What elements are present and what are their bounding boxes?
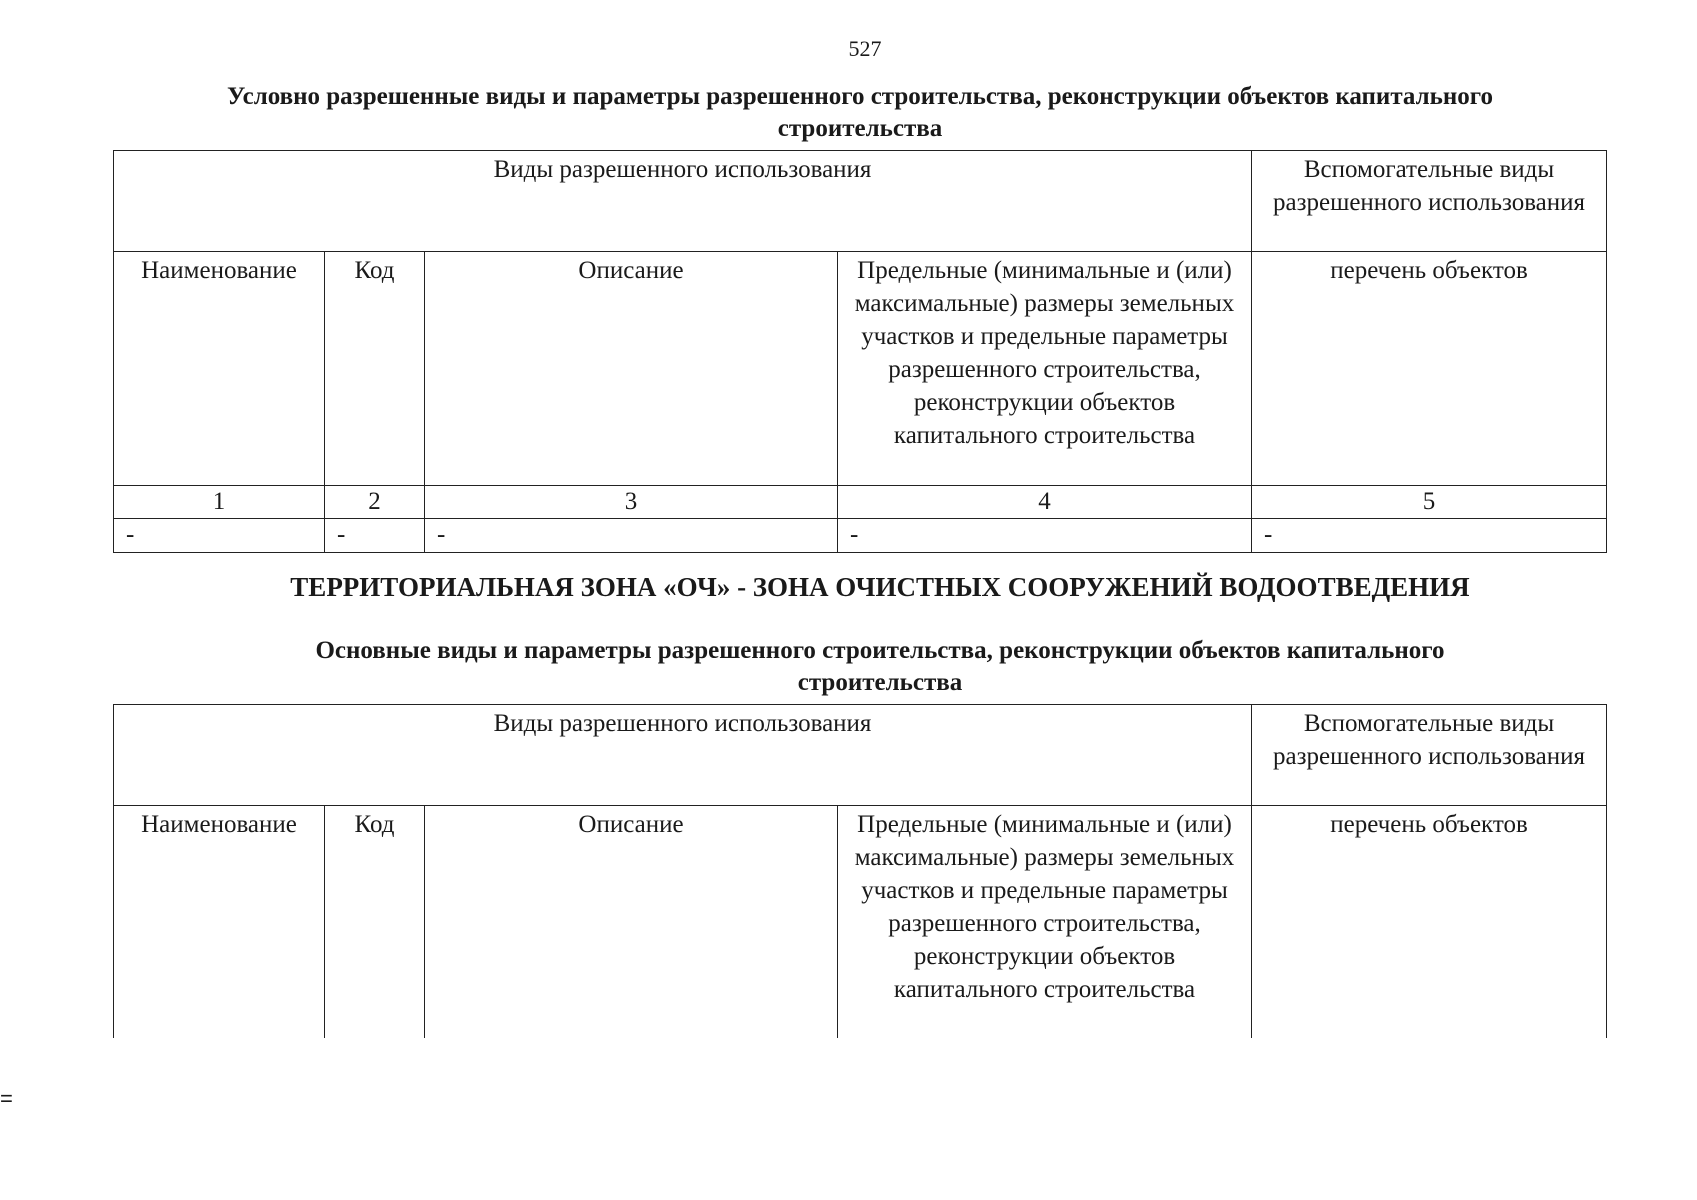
row-cell: - <box>838 519 1252 553</box>
section1-heading <box>110 81 1610 145</box>
col-desc-header: Описание <box>425 806 838 1038</box>
col-number: 1 <box>114 486 325 519</box>
column-numbers-row <box>114 486 1607 519</box>
row-cell: - <box>114 519 325 553</box>
table-header-row <box>114 151 1607 252</box>
conditional-uses-table <box>113 150 1607 553</box>
column-header-row <box>114 252 1607 486</box>
col-name-header: Наименование <box>114 806 325 1038</box>
row-cell: - <box>1252 519 1607 553</box>
section2-heading-line2: строительства <box>797 669 963 696</box>
col-code-header: Код <box>325 252 425 486</box>
row-cell: - <box>325 519 425 553</box>
row-cell: - <box>425 519 838 553</box>
group-header-cell: Виды разрешенного использования <box>114 151 1252 252</box>
table-header-row <box>114 705 1607 806</box>
col-objects-header: перечень объектов <box>1252 806 1607 1038</box>
col-number: 3 <box>425 486 838 519</box>
col-number: 4 <box>838 486 1252 519</box>
aux-header-cell: Вспомогательные виды разрешенного использования <box>1252 151 1607 252</box>
col-code-header: Код <box>325 806 425 1038</box>
margin-mark: = <box>0 1086 13 1111</box>
section2-heading <box>190 635 1570 699</box>
section1-heading-line2: строительства <box>777 115 943 142</box>
column-header-row <box>114 806 1607 1038</box>
col-objects-header: перечень объектов <box>1252 252 1607 486</box>
zone-title: ТЕРРИТОРИАЛЬНАЯ ЗОНА «ОЧ» - ЗОНА ОЧИСТНЫХ СООРУЖЕНИЙ ВОДООТВЕДЕНИЯ <box>290 572 1470 602</box>
col-number: 2 <box>325 486 425 519</box>
main-uses-table <box>113 704 1607 1038</box>
section2-heading-line1: Основные виды и параметры разрешенного строительства, реконструкции объектов капитального <box>315 637 1445 664</box>
section1-heading-line1: Условно разрешенные виды и параметры разрешенного строительства, реконструкции объектов капитального <box>226 83 1494 110</box>
col-limits-header: Предельные (минимальные и (или) максимальные) размеры земельных участков и предельные параметры разрешенного строительства, реконструкции объектов капитального строительства <box>838 806 1252 1038</box>
col-desc-header: Описание <box>425 252 838 486</box>
group-header-cell: Виды разрешенного использования <box>114 705 1252 806</box>
aux-header-cell: Вспомогательные виды разрешенного использования <box>1252 705 1607 806</box>
col-number: 5 <box>1252 486 1607 519</box>
page-number: 527 <box>848 36 882 61</box>
col-limits-header: Предельные (минимальные и (или) максимальные) размеры земельных участков и предельные параметры разрешенного строительства, реконструкции объектов капитального строительства <box>838 252 1252 486</box>
table-row <box>114 519 1607 553</box>
col-name-header: Наименование <box>114 252 325 486</box>
